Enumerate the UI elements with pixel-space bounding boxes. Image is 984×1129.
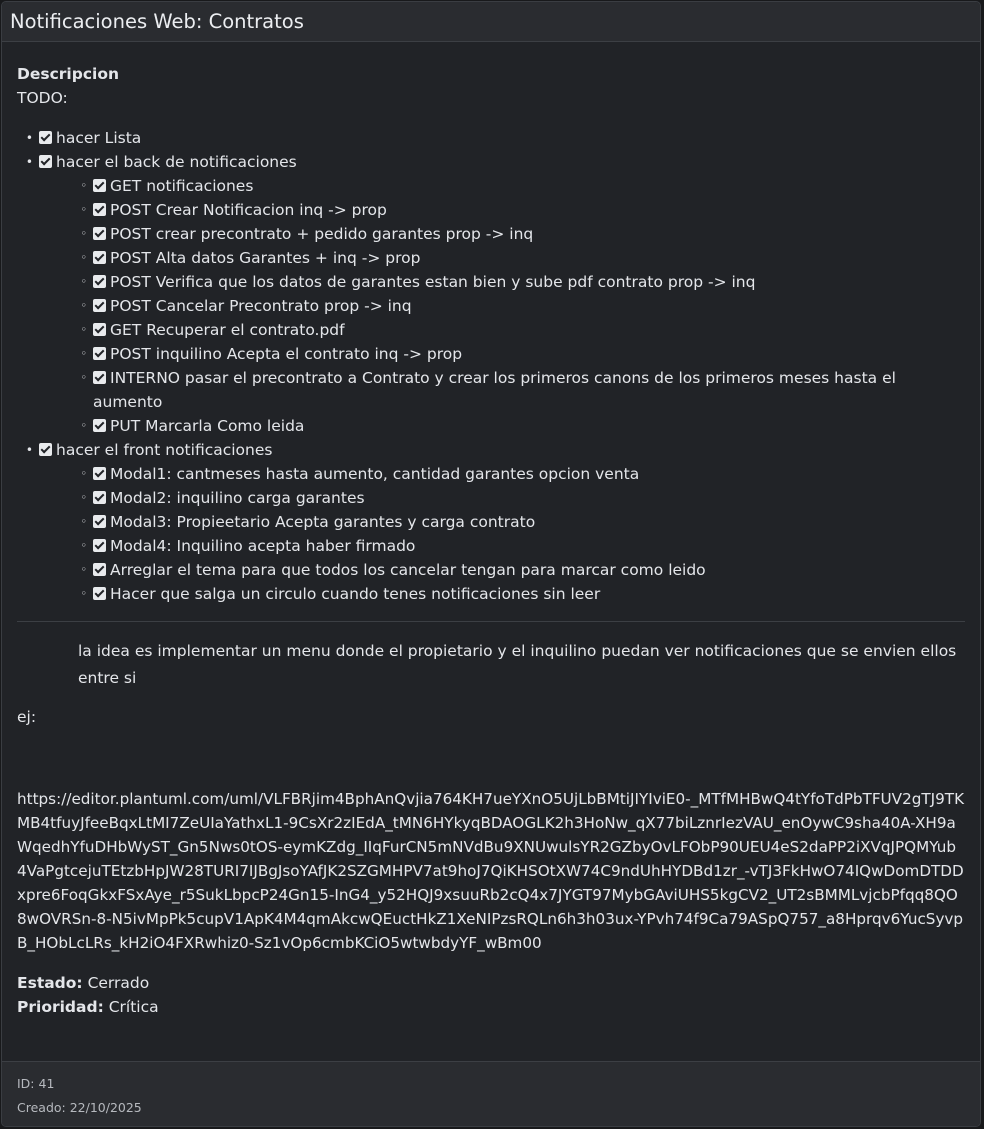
checkbox-checked-icon[interactable]	[39, 443, 52, 456]
subtask-label: POST Alta datos Garantes + inq -> prop	[110, 249, 421, 267]
plantuml-url: https://editor.plantuml.com/uml/VLFBRjim4BphAnQvjia764KH7ueYXnO5UjLbBMtiJIYIviE0-_MTfMHBwQ4tYfoTdPbTFUV2gTJ9TKMB4tfuyJfeeBqxLtMI7ZeUIaYathxL1-9CsXr2zIEdA_tMN6HYkyqBDAOGLK2h3HoNw_qX77biLznrIezVAU_enOywC9sha40A-XH9aWqedhYfuDHbWyST_Gn5Nws0tOS-eymKZdg_IIqFurCN5mNVdBu9XNUwulsYR2GZbyOvLFObP90UEU4eS2daPP2iXVqJPQMYub4VaPgtcejuTEtzbHpJW28TURI7IJBgJsoYAfJK2SZGMHPV7at9hoJ7QiKHSOtXW74C9ndUhHYDBd1zr_-vTJ3FkHwO74IQwDomDTDDxpre6FoqGkxFSxAye_r5SukLbpcP24Gn15-InG4_y52HQJ9xsuuRb2cQ4x7JYGT97MybGAviUHS5kgCV2_UT2sBMMLvjcbPfqq8QO8wOVRSn-8-N5ivMpPk5cupV1ApK4M4qmAkcwQEuctHkZ1XeNIPzsRQLn6h3h03ux-YPvh74f9Ca79ASpQ757_a8Hprqv6YucSyvpB_HObLcLRs_kH2iO4FXRwhiz0-Sz1vOp6cmbKCiO5wtwbdyYF_wBm00	[17, 790, 965, 952]
subtask-label: POST Cancelar Precontrato prop -> inq	[110, 297, 412, 315]
subtask-item	[71, 582, 965, 606]
subtask-list	[39, 174, 965, 438]
circle-bullet-icon: ◦	[80, 515, 87, 528]
task-item	[17, 126, 965, 150]
subtask-label: Modal4: Inquilino acepta haber firmado	[110, 537, 416, 555]
task-item	[17, 438, 965, 606]
checkbox-checked-icon[interactable]	[93, 539, 106, 552]
circle-bullet-icon: ◦	[80, 299, 87, 312]
circle-bullet-icon: ◦	[80, 251, 87, 264]
circle-bullet-icon: ◦	[80, 539, 87, 552]
subtask-label: Arreglar el tema para que todos los cancelar tengan para marcar como leido	[110, 561, 706, 579]
subtask-label: PUT Marcarla Como leida	[110, 417, 305, 435]
checkbox-checked-icon[interactable]	[93, 179, 106, 192]
subtask-list	[39, 462, 965, 606]
subtask-item	[71, 198, 965, 222]
subtask-item	[71, 462, 965, 486]
status-label: Estado:	[17, 974, 83, 992]
subtask-item	[71, 534, 965, 558]
subtask-label: POST crear precontrato + pedido garantes prop -> inq	[110, 225, 534, 243]
divider	[17, 621, 965, 622]
bullet-icon: •	[25, 443, 33, 457]
subtask-item	[71, 510, 965, 534]
bullet-icon: •	[25, 131, 33, 145]
subtask-item	[71, 486, 965, 510]
subtask-item	[71, 366, 965, 414]
subtask-item	[71, 342, 965, 366]
description-paragraph: la idea es implementar un menu donde el propietario y el inquilino puedan ver notificaciones que se envien ellos entre si	[78, 642, 957, 687]
checkbox-checked-icon[interactable]	[93, 515, 106, 528]
subtask-item	[71, 270, 965, 294]
subtask-label: GET notificaciones	[110, 177, 254, 195]
checkbox-checked-icon[interactable]	[93, 251, 106, 264]
subtask-item	[71, 174, 965, 198]
circle-bullet-icon: ◦	[80, 227, 87, 240]
task-label: hacer el back de notificaciones	[56, 153, 297, 171]
checkbox-checked-icon[interactable]	[93, 347, 106, 360]
subtask-label: POST Verifica que los datos de garantes estan bien y sube pdf contrato prop -> inq	[110, 273, 756, 291]
subtask-label: Modal2: inquilino carga garantes	[110, 489, 365, 507]
circle-bullet-icon: ◦	[80, 323, 87, 336]
ticket-card	[1, 1, 981, 1127]
checkbox-checked-icon[interactable]	[93, 323, 106, 336]
circle-bullet-icon: ◦	[80, 587, 87, 600]
checkbox-checked-icon[interactable]	[93, 419, 106, 432]
subtask-label: POST Crear Notificacion inq -> prop	[110, 201, 387, 219]
created-date: Creado: 22/10/2025	[17, 1100, 142, 1115]
subtask-item	[71, 558, 965, 582]
circle-bullet-icon: ◦	[80, 371, 87, 384]
checkbox-checked-icon[interactable]	[93, 467, 106, 480]
subtask-label: INTERNO pasar el precontrato a Contrato y crear los primeros canons de los primeros meses hasta el aumento	[93, 369, 896, 411]
checkbox-checked-icon[interactable]	[39, 131, 52, 144]
circle-bullet-icon: ◦	[80, 275, 87, 288]
subtask-item	[71, 246, 965, 270]
checkbox-checked-icon[interactable]	[93, 227, 106, 240]
subtask-label: POST inquilino Acepta el contrato inq -> prop	[110, 345, 463, 363]
subtask-item	[71, 222, 965, 246]
checkbox-checked-icon[interactable]	[93, 203, 106, 216]
circle-bullet-icon: ◦	[80, 491, 87, 504]
subtask-label: Hacer que salga un circulo cuando tenes notificaciones sin leer	[110, 585, 601, 603]
circle-bullet-icon: ◦	[80, 179, 87, 192]
task-list	[17, 126, 965, 606]
ticket-id: ID: 41	[17, 1076, 55, 1091]
card-header	[2, 2, 980, 42]
subtask-label: Modal1: cantmeses hasta aumento, cantidad garantes opcion venta	[110, 465, 640, 483]
card-footer	[2, 1061, 980, 1126]
status-value: Cerrado	[87, 974, 150, 992]
bullet-icon: •	[25, 155, 33, 169]
priority-row	[17, 995, 965, 1019]
checkbox-checked-icon[interactable]	[93, 275, 106, 288]
circle-bullet-icon: ◦	[80, 203, 87, 216]
example-label: ej:	[17, 708, 37, 726]
checkbox-checked-icon[interactable]	[93, 491, 106, 504]
card-body	[2, 42, 980, 1019]
subtask-item	[71, 318, 965, 342]
task-label: hacer Lista	[56, 129, 142, 147]
checkbox-checked-icon[interactable]	[93, 299, 106, 312]
description-heading: Descripcion	[17, 65, 120, 83]
checkbox-checked-icon[interactable]	[93, 371, 106, 384]
status-row	[17, 971, 965, 995]
ticket-meta	[17, 971, 965, 1019]
circle-bullet-icon: ◦	[80, 467, 87, 480]
circle-bullet-icon: ◦	[80, 563, 87, 576]
subtask-item	[71, 294, 965, 318]
task-label: hacer el front notificaciones	[56, 441, 273, 459]
priority-label: Prioridad:	[17, 998, 104, 1016]
subtask-label: Modal3: Propieetario Acepta garantes y carga contrato	[110, 513, 536, 531]
circle-bullet-icon: ◦	[80, 347, 87, 360]
checkbox-checked-icon[interactable]	[93, 563, 106, 576]
todo-label: TODO:	[17, 89, 68, 107]
checkbox-checked-icon[interactable]	[39, 155, 52, 168]
task-item	[17, 150, 965, 438]
priority-value: Crítica	[108, 998, 159, 1016]
circle-bullet-icon: ◦	[80, 419, 87, 432]
subtask-label: GET Recuperar el contrato.pdf	[110, 321, 345, 339]
subtask-item	[71, 414, 965, 438]
ticket-title: Notificaciones Web: Contratos	[10, 10, 304, 33]
checkbox-checked-icon[interactable]	[93, 587, 106, 600]
